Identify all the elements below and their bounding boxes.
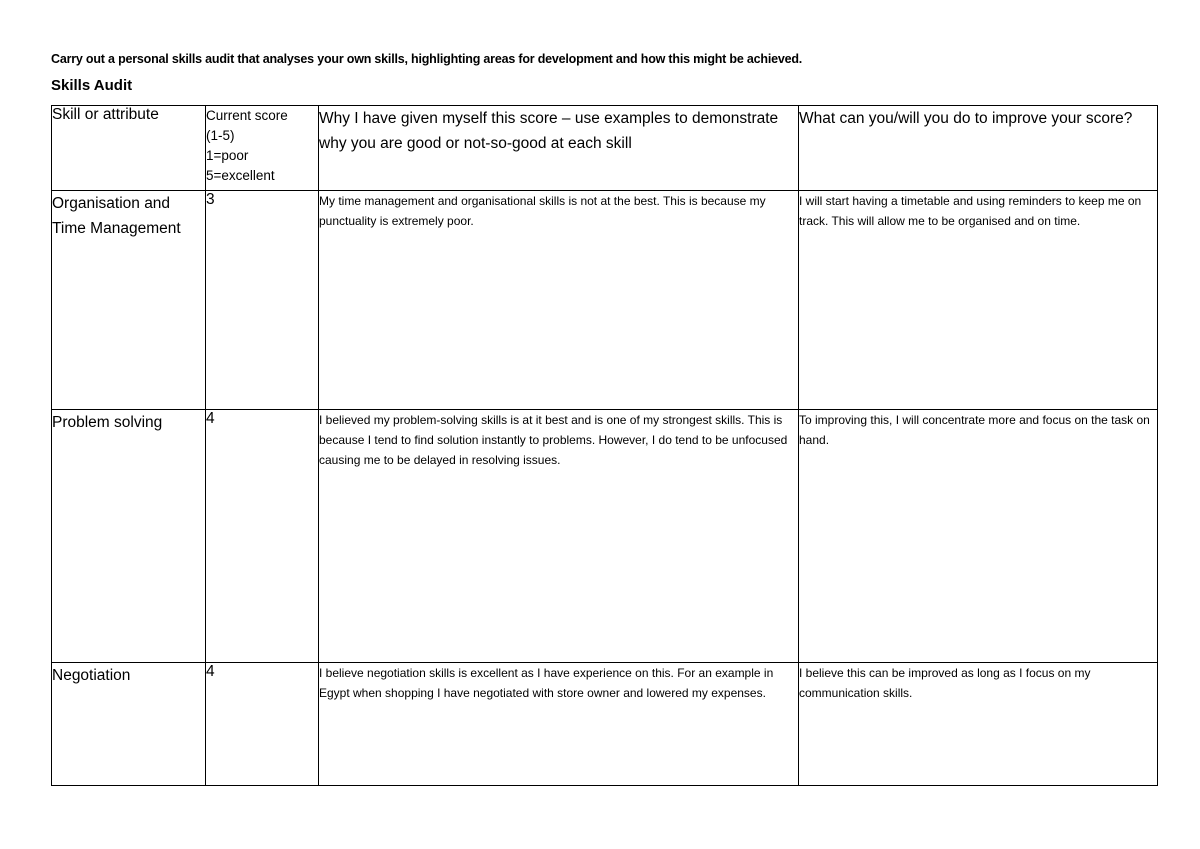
skill-name: Negotiation: [52, 663, 206, 786]
header-why: Why I have given myself this score – use examples to demonstrate why you are good or not-so-good at each skill: [319, 106, 799, 191]
header-score-line: Current score: [206, 108, 288, 123]
table-row: [52, 191, 1158, 410]
score-value: 3: [206, 191, 319, 410]
header-skill: Skill or attribute: [52, 106, 206, 191]
header-score-line: 1=poor: [206, 148, 249, 163]
header-score: [206, 106, 319, 191]
instruction-text: Carry out a personal skills audit that analyses your own skills, highlighting areas for development and how this might be achieved.: [51, 52, 803, 66]
header-score-line: (1-5): [206, 128, 235, 143]
why-text: I believe negotiation skills is excellent as I have experience on this. For an example in Egypt when shopping I have negotiated with store owner and lowered my expenses.: [319, 663, 799, 786]
score-value: 4: [206, 663, 319, 786]
skill-name: Problem solving: [52, 410, 206, 663]
table-row: [52, 663, 1158, 786]
score-value: 4: [206, 410, 319, 663]
table-row: [52, 410, 1158, 663]
header-improve: What can you/will you do to improve your score?: [799, 106, 1158, 191]
why-text: I believed my problem-solving skills is at it best and is one of my strongest skills. This is because I tend to find solution instantly to problems. However, I do tend to be unfocused causing me to be delayed in resolving issues.: [319, 410, 799, 663]
table-header-row: [52, 106, 1158, 191]
skill-name: Organisation and Time Management: [52, 191, 206, 410]
improve-text: To improving this, I will concentrate more and focus on the task on hand.: [799, 410, 1158, 663]
improve-text: I believe this can be improved as long as I focus on my communication skills.: [799, 663, 1158, 786]
why-text: My time management and organisational skills is not at the best. This is because my punctuality is extremely poor.: [319, 191, 799, 410]
document-title: Skills Audit: [51, 77, 133, 94]
skills-audit-table: [51, 105, 1158, 786]
improve-text: I will start having a timetable and using reminders to keep me on track. This will allow me to be organised and on time.: [799, 191, 1158, 410]
header-score-line: 5=excellent: [206, 168, 275, 183]
